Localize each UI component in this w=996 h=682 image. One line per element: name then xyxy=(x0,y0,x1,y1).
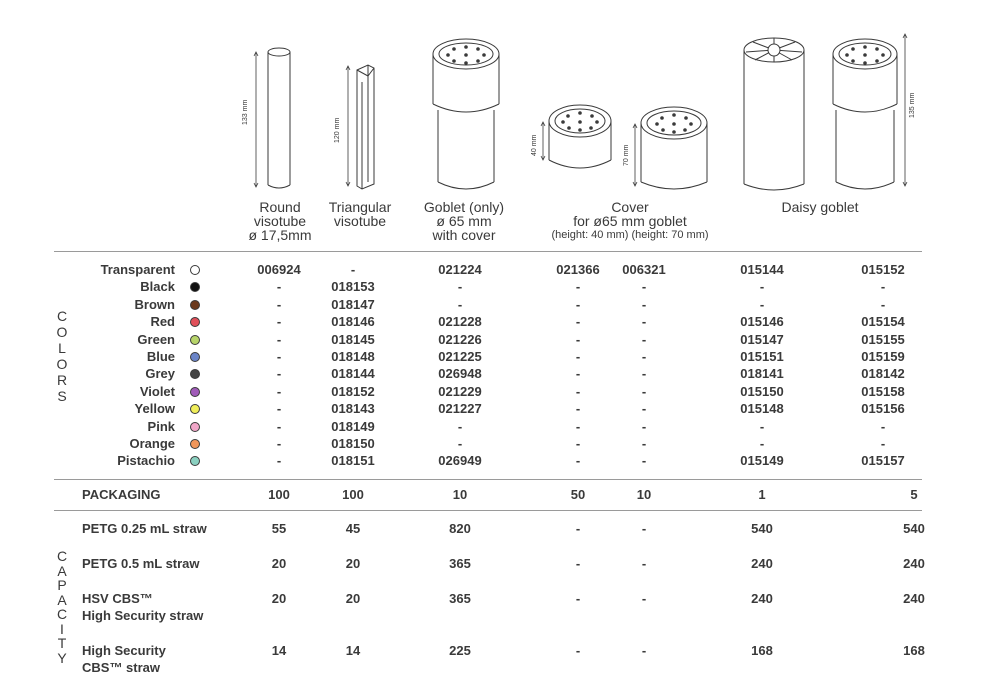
capacity-cell: 240 xyxy=(903,591,925,606)
capacity-cell: 540 xyxy=(751,521,773,536)
reference-cell: 015152 xyxy=(861,262,905,277)
capacity-cell: 540 xyxy=(903,521,925,536)
reference-cell: - xyxy=(276,401,282,417)
reference-cell: - xyxy=(276,436,282,451)
reference-cell: - xyxy=(575,436,581,451)
reference-cell: - xyxy=(276,279,282,295)
reference-cell: 015148 xyxy=(740,401,784,417)
color-swatch xyxy=(190,422,200,432)
capacity-cell: 20 xyxy=(345,556,361,571)
reference-cell: 018151 xyxy=(331,453,375,469)
capacity-cell: 55 xyxy=(271,521,287,536)
color-name: Pink xyxy=(147,418,175,434)
header-cover xyxy=(530,200,730,242)
triangular-dimension-line xyxy=(345,66,351,190)
reference-cell: - xyxy=(276,366,282,382)
capacity-cell: - xyxy=(575,521,581,536)
header-round xyxy=(242,200,318,242)
header-line: visotube xyxy=(253,213,307,229)
capacity-cell: 45 xyxy=(345,521,361,536)
reference-cell: - xyxy=(575,366,581,382)
capacity-label: CBS™ straw xyxy=(82,660,161,675)
reference-cell: 018143 xyxy=(331,401,375,417)
reference-cell: - xyxy=(880,436,886,451)
color-swatch xyxy=(190,439,200,449)
reference-cell: - xyxy=(276,418,282,434)
packaging-cell: 10 xyxy=(636,487,652,502)
reference-cell: 015155 xyxy=(861,331,905,347)
header-line: visotube xyxy=(333,213,387,229)
reference-cell: - xyxy=(575,453,581,469)
header-line: Triangular xyxy=(328,199,392,215)
reference-cell: - xyxy=(276,331,282,347)
reference-cell: - xyxy=(641,314,647,330)
header-line: Round xyxy=(259,199,301,215)
reference-cell: 026948 xyxy=(438,366,482,382)
header-line: for ø65 mm goblet xyxy=(573,213,687,229)
capacity-label: High Security straw xyxy=(82,608,204,623)
header-line: Goblet (only) xyxy=(423,199,505,215)
header-line: with cover xyxy=(432,227,496,243)
header-daisy xyxy=(760,200,880,214)
section-label-letter: A xyxy=(57,591,67,608)
triangular-dimension-label: 120 mm xyxy=(334,117,341,143)
reference-cell: - xyxy=(575,331,581,347)
reference-cell: 018148 xyxy=(331,349,375,364)
cover-40mm-image xyxy=(546,100,616,176)
section-label-letter: C xyxy=(56,548,68,564)
reference-cell: - xyxy=(880,279,886,295)
color-swatch xyxy=(190,265,200,275)
capacity-cell: - xyxy=(575,591,581,606)
capacity-label: High Security xyxy=(82,643,166,658)
color-swatch xyxy=(190,282,200,292)
capacity-cell: 20 xyxy=(271,591,287,606)
daisy-goblet-image xyxy=(742,34,808,194)
capacity-cell: - xyxy=(641,556,647,571)
capacity-cell: - xyxy=(575,556,581,571)
reference-cell: - xyxy=(759,279,765,295)
cover-70mm-dimension-label: 70 mm xyxy=(623,144,630,166)
round-dimension-label: 133 mm xyxy=(242,99,249,125)
reference-cell: - xyxy=(457,296,463,312)
triangular-visotube-image xyxy=(352,62,382,192)
capacity-cell: 225 xyxy=(449,643,471,658)
reference-cell: 018145 xyxy=(331,331,375,347)
section-label-letter: S xyxy=(57,388,67,404)
reference-cell: - xyxy=(575,418,581,434)
section-label-letter: T xyxy=(57,635,67,651)
capacity-cell: 365 xyxy=(449,556,471,571)
header-cover-heights: (height: 40 mm) (height: 70 mm) xyxy=(551,229,709,241)
reference-cell: 026949 xyxy=(438,453,482,469)
color-name: Green xyxy=(137,331,175,347)
reference-cell: 015149 xyxy=(740,453,784,469)
cover-40mm-dimension-line xyxy=(540,122,546,164)
reference-cell: - xyxy=(575,296,581,312)
reference-cell: - xyxy=(575,383,581,399)
capacity-label: PETG 0.5 mL straw xyxy=(82,556,200,571)
reference-cell: 018153 xyxy=(331,279,375,295)
reference-cell: 015154 xyxy=(861,314,905,330)
color-swatch xyxy=(190,404,200,414)
reference-cell: - xyxy=(759,296,765,312)
color-name: Violet xyxy=(139,383,175,399)
reference-cell: 021227 xyxy=(438,401,482,417)
reference-cell: - xyxy=(457,436,463,451)
color-swatch xyxy=(190,300,200,310)
color-name: Grey xyxy=(145,366,175,382)
capacity-cell: 14 xyxy=(271,643,287,658)
reference-cell: 015146 xyxy=(740,314,784,330)
cover-40mm-dimension-label: 40 mm xyxy=(531,134,538,156)
packaging-cell: 100 xyxy=(268,487,290,502)
reference-cell: 015144 xyxy=(740,262,784,277)
reference-cell: 018144 xyxy=(331,366,375,382)
reference-cell: 018146 xyxy=(331,314,375,330)
capacity-cell: - xyxy=(641,643,647,658)
reference-cell: - xyxy=(350,262,356,277)
reference-cell: - xyxy=(575,401,581,417)
color-swatch xyxy=(190,335,200,345)
capacity-cell: 168 xyxy=(751,643,773,658)
capacity-cell: - xyxy=(641,521,647,536)
daisy-dimension-label: 135 mm xyxy=(909,92,916,118)
reference-cell: 015151 xyxy=(740,349,784,364)
packaging-cell: 10 xyxy=(452,487,468,502)
capacity-label: HSV CBS™ xyxy=(82,591,153,606)
reference-cell: - xyxy=(575,279,581,295)
reference-cell: - xyxy=(641,418,647,434)
packaging-cell: 1 xyxy=(758,487,766,502)
section-label-letter: I xyxy=(60,620,64,637)
reference-cell: - xyxy=(641,401,647,417)
reference-cell: 021224 xyxy=(438,262,482,277)
header-triangular xyxy=(320,200,400,228)
divider-top xyxy=(54,251,922,252)
reference-cell: - xyxy=(641,279,647,295)
daisy-goblet-covered-image xyxy=(830,32,902,194)
round-dimension-line xyxy=(253,52,259,192)
reference-cell: 015159 xyxy=(861,349,905,364)
reference-cell: 021225 xyxy=(438,349,482,364)
section-label-letter: O xyxy=(56,324,68,340)
capacity-cell: 820 xyxy=(449,521,471,536)
section-label-letter: A xyxy=(57,562,67,579)
capacity-cell: 20 xyxy=(271,556,287,571)
reference-cell: - xyxy=(641,453,647,469)
header-line: Cover xyxy=(611,199,649,215)
header-line: ø 65 mm xyxy=(436,213,492,229)
round-visotube-image xyxy=(262,44,298,194)
capacity-cell: 168 xyxy=(903,643,925,658)
section-label-letter: C xyxy=(56,308,68,324)
reference-cell: - xyxy=(759,418,765,434)
reference-cell: - xyxy=(641,349,647,364)
reference-cell: 006321 xyxy=(622,262,666,277)
color-swatch xyxy=(190,387,200,397)
daisy-dimension-line xyxy=(902,34,908,190)
capacity-cell: 20 xyxy=(345,591,361,606)
header-goblet xyxy=(410,200,518,242)
reference-cell: 018142 xyxy=(861,366,905,382)
reference-cell: 021366 xyxy=(556,262,600,277)
reference-cell: 015157 xyxy=(861,453,905,469)
color-name: Brown xyxy=(134,296,175,312)
reference-cell: - xyxy=(575,314,581,330)
reference-cell: 021228 xyxy=(438,314,482,330)
reference-cell: 006924 xyxy=(257,262,301,277)
reference-cell: 018149 xyxy=(331,418,375,434)
divider-packaging-top xyxy=(54,479,922,480)
capacity-cell: 14 xyxy=(345,643,361,658)
section-label-letter: Y xyxy=(57,649,67,666)
reference-cell: 018152 xyxy=(331,383,375,399)
reference-cell: - xyxy=(276,453,282,469)
color-name: Transparent xyxy=(100,262,175,277)
goblet-image xyxy=(430,32,504,194)
reference-cell: - xyxy=(641,366,647,382)
cover-70mm-dimension-line xyxy=(632,124,638,190)
section-label-letter: L xyxy=(58,340,66,356)
capacity-cell: 240 xyxy=(751,556,773,571)
color-name: Red xyxy=(150,314,175,330)
capacity-cell: 365 xyxy=(449,591,471,606)
reference-cell: 021229 xyxy=(438,383,482,399)
capacity-cell: - xyxy=(641,591,647,606)
capacity-cell: - xyxy=(575,643,581,658)
section-label-letter: P xyxy=(57,577,67,593)
reference-cell: 018141 xyxy=(740,366,784,382)
reference-cell: - xyxy=(276,349,282,364)
color-name: Orange xyxy=(129,436,175,451)
color-swatch xyxy=(190,317,200,327)
reference-cell: - xyxy=(641,296,647,312)
section-label-letter: R xyxy=(56,372,68,388)
packaging-cell: 100 xyxy=(342,487,364,502)
capacity-cell: 240 xyxy=(751,591,773,606)
color-swatch xyxy=(190,456,200,466)
reference-cell: - xyxy=(276,296,282,312)
color-swatch xyxy=(190,369,200,379)
section-label-letter: C xyxy=(56,606,68,622)
reference-cell: 015150 xyxy=(740,383,784,399)
reference-cell: - xyxy=(276,314,282,330)
header-line: ø 17,5mm xyxy=(248,227,312,243)
reference-cell: 015147 xyxy=(740,331,784,347)
packaging-cell: 5 xyxy=(910,487,918,502)
capacity-label: PETG 0.25 mL straw xyxy=(82,521,207,536)
header-line: Daisy goblet xyxy=(781,199,859,215)
reference-cell: - xyxy=(641,383,647,399)
reference-cell: - xyxy=(276,383,282,399)
section-label-letter: O xyxy=(56,356,68,372)
reference-cell: - xyxy=(457,418,463,434)
packaging-label: PACKAGING xyxy=(82,487,161,502)
color-name: Blue xyxy=(146,349,175,364)
reference-cell: 018150 xyxy=(331,436,375,451)
packaging-cell: 50 xyxy=(570,487,586,502)
reference-cell: - xyxy=(641,331,647,347)
reference-cell: - xyxy=(457,279,463,295)
divider-packaging-bottom xyxy=(54,510,922,511)
reference-cell: - xyxy=(575,349,581,364)
reference-cell: - xyxy=(759,436,765,451)
reference-cell: 015156 xyxy=(861,401,905,417)
reference-cell: - xyxy=(880,418,886,434)
cover-70mm-image xyxy=(638,102,712,194)
capacity-cell: 240 xyxy=(903,556,925,571)
color-name: Black xyxy=(140,279,175,295)
reference-cell: 018147 xyxy=(331,296,375,312)
color-name: Yellow xyxy=(134,401,175,417)
color-name: Pistachio xyxy=(117,453,175,469)
color-swatch xyxy=(190,352,200,362)
reference-cell: 015158 xyxy=(861,383,905,399)
reference-cell: - xyxy=(880,296,886,312)
reference-cell: - xyxy=(641,436,647,451)
reference-cell: 021226 xyxy=(438,331,482,347)
